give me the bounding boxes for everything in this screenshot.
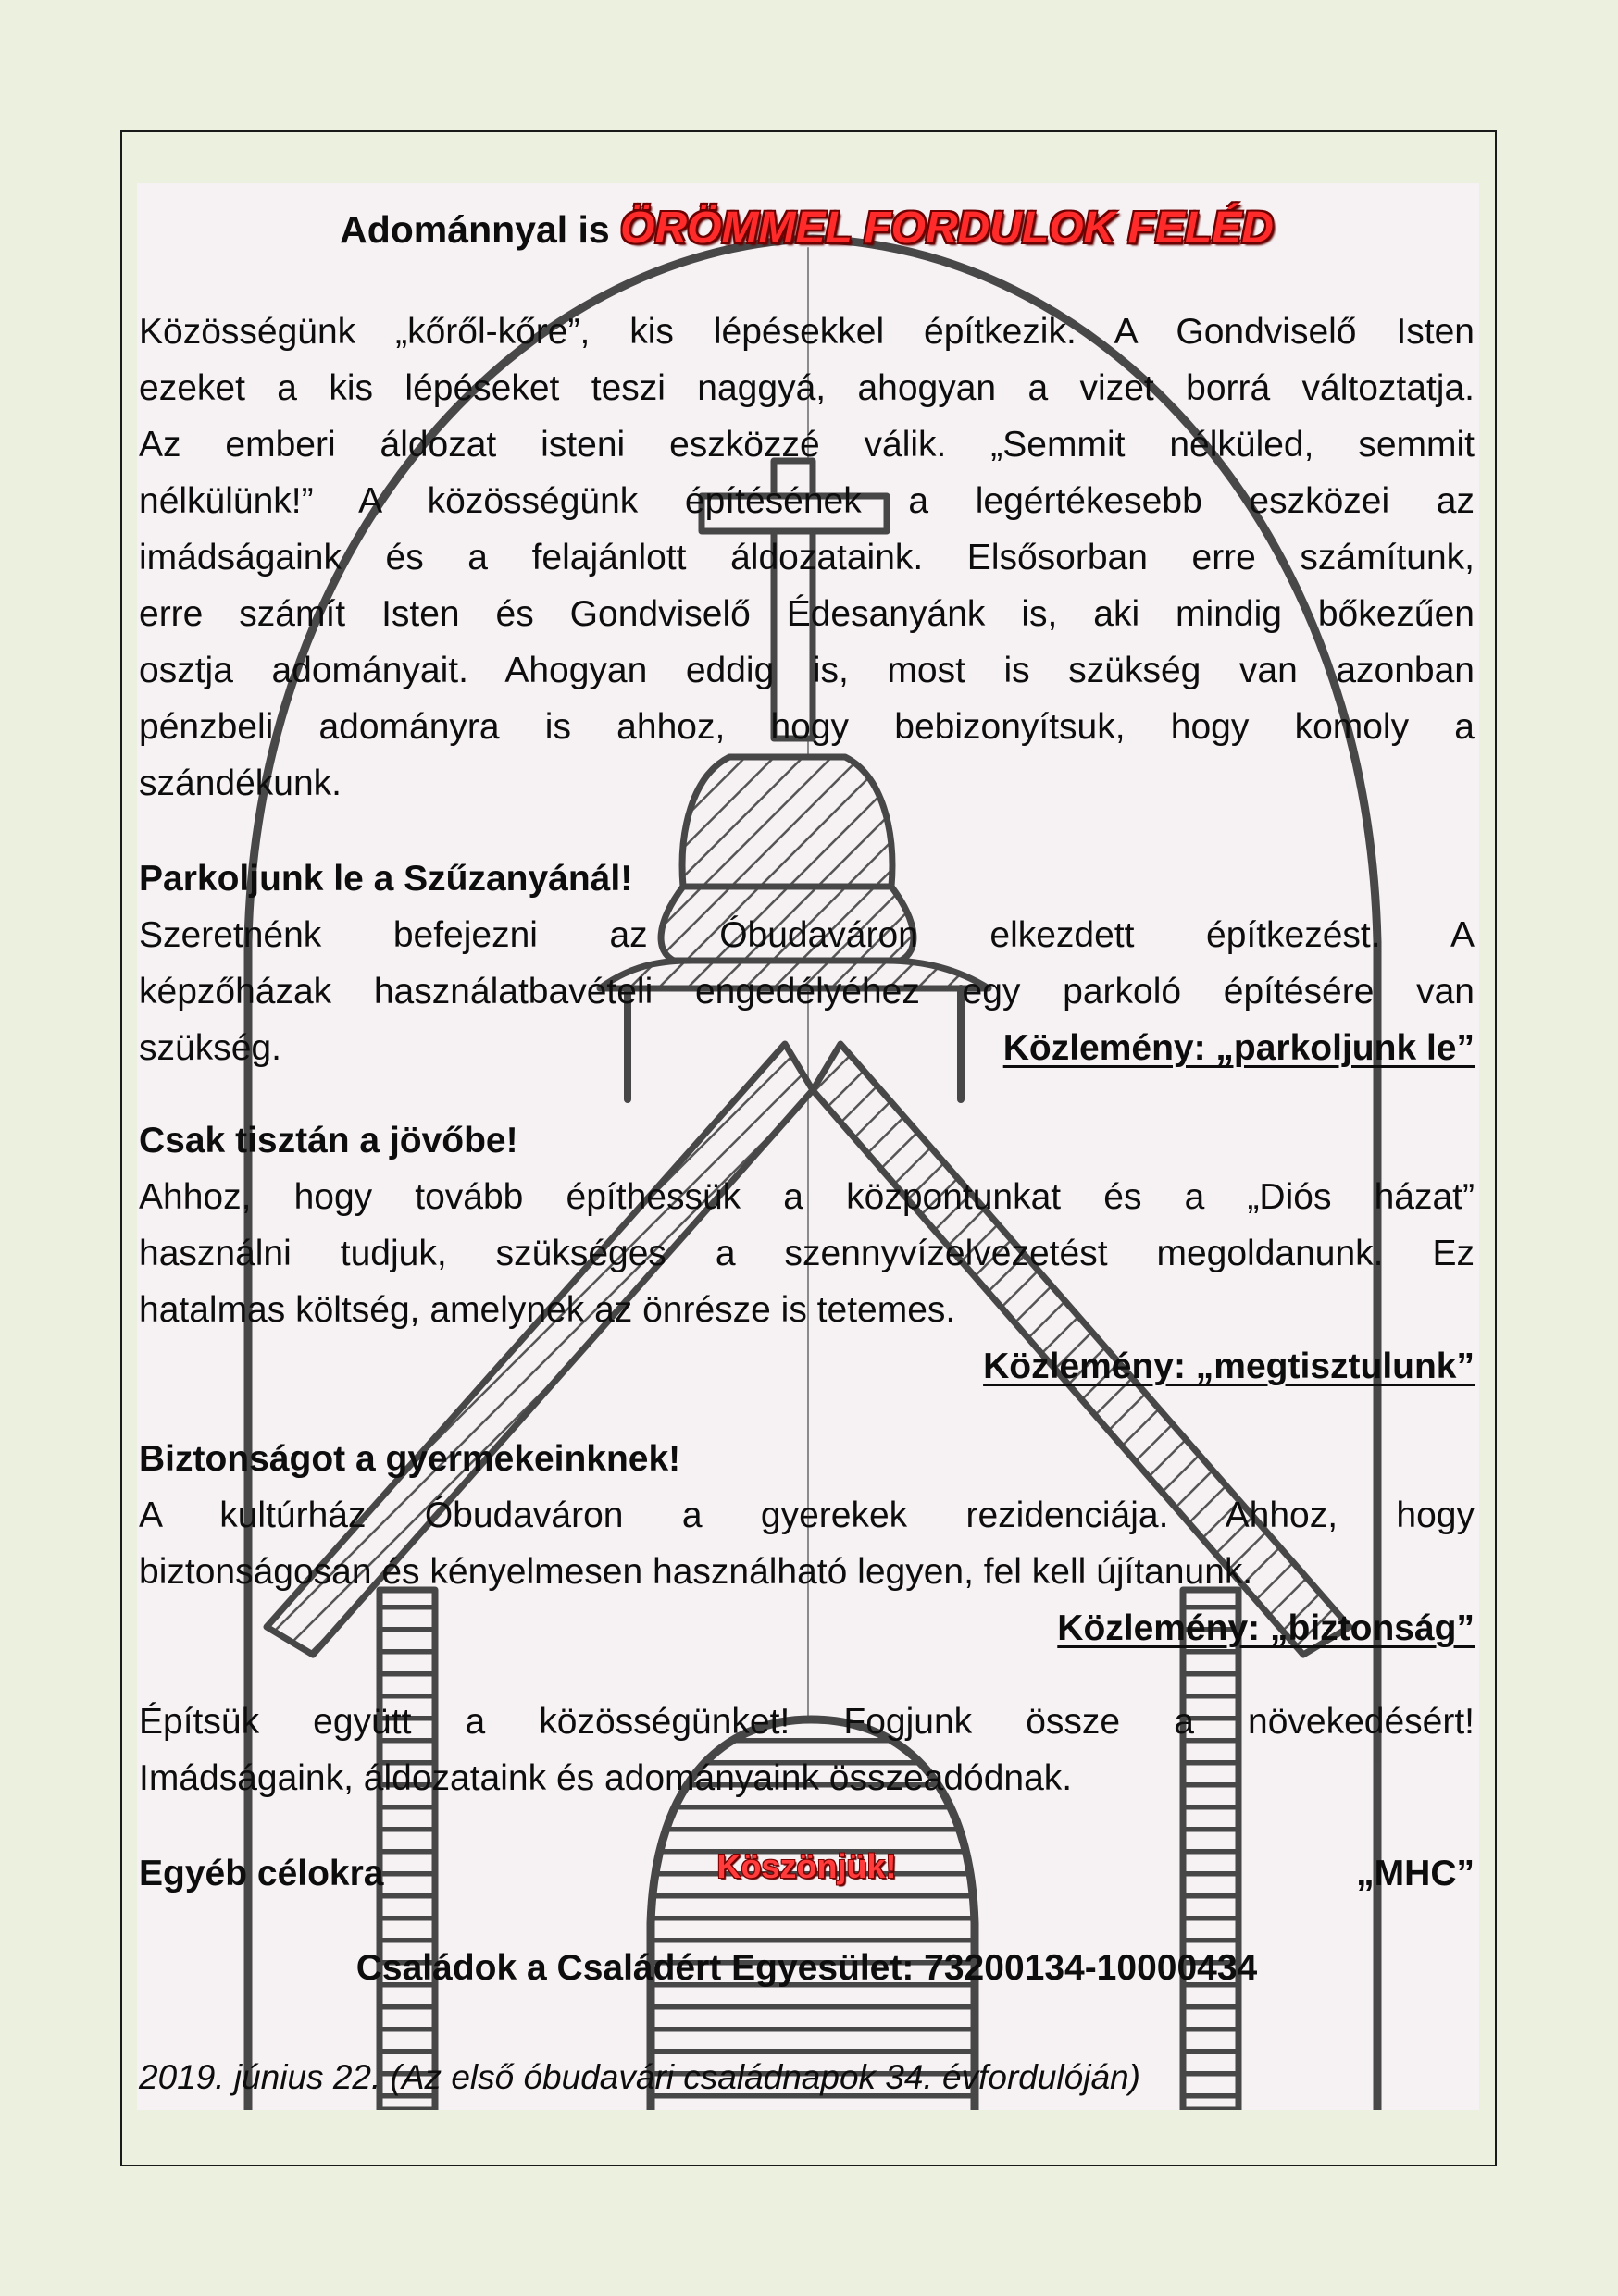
intro-line: Közösségünk „kőről-kőre”, kis lépésekkel építkezik. A Gondviselő Isten [139,312,1475,352]
intro-line: nélkülünk!” A közösségünk építésének a legértékesebb eszközei az [139,481,1475,521]
section-line: biztonságosan és kényelmesen használható legyen, fel kell újítanunk. [139,1552,1253,1592]
thanks-text: Köszönjük! [716,1847,897,1885]
section-line: A kultúrház Óbudaváron a gyerekek rezidenciája. Ahhoz, hogy [139,1496,1475,1535]
intro-line: Az emberi áldozat isteni eszközzé válik. „Semmit nélküled, semmit [139,425,1475,465]
section-heading-sewage: Csak tisztán a jövőbe! [139,1121,518,1160]
closing-line: Imádságaink, áldozataink és adományaink összeadódnak. [139,1758,1073,1798]
title-prefix: Adománnyal is [340,208,610,251]
date-line: 2019. június 22. (Az első óbudavári családnapok 34. évfordulóján) [139,2058,1140,2096]
other-purposes-code: „MHC” [1356,1854,1475,1893]
intro-line: erre számít Isten és Gondviselő Édesanyánk is, aki mindig bőkezűen [139,594,1475,634]
section-heading-parking: Parkoljunk le a Szűzanyánál! [139,859,633,899]
bank-account: Családok a Családért Egyesület: 73200134-10000434 [355,1948,1258,1988]
intro-line: szándékunk. [139,763,342,803]
notice-sewage-text: Közlemény: „megtisztulunk” [983,1347,1475,1386]
section-line: Ahhoz, hogy tovább építhessük a központunkat és a „Diós házat” [139,1177,1475,1217]
section-line: hatalmas költség, amelynek az önrésze is tetemes. [139,1290,956,1330]
intro-line: pénzbeli adományra is ahhoz, hogy bebizonyítsuk, hogy komoly a [139,707,1475,747]
intro-line: ezeket a kis lépéseket teszi naggyá, ahogyan a vizet borrá változtatja. [139,368,1475,408]
notice-safety-text: Közlemény: „biztonság” [1057,1608,1475,1648]
title [139,201,1475,256]
intro-line: imádságaink és a felajánlott áldozataink. Elsősorban erre számítunk, [139,538,1475,577]
closing-line: Építsük együtt a közösségünket! Fogjunk össze a növekedésért! [139,1702,1475,1742]
section-line: Szeretnénk befejezni az Óbudaváron elkezdett építkezést. A [139,915,1475,955]
title-highlight: ÖRÖMMEL FORDULOK FELÉD [620,204,1274,253]
section-line: szükség. [139,1028,281,1068]
intro-line: osztja adományait. Ahogyan eddig is, most is szükség van azonban [139,651,1475,690]
section-line: használni tudjuk, szükséges a szennyvízelvezetést megoldanunk. Ez [139,1234,1475,1273]
section-line: képzőházak használatbavételi engedélyéhez egy parkoló építésére van [139,972,1475,1011]
notice-safety [139,1602,1475,1656]
notice-sewage [139,1340,1475,1394]
document-text [139,0,1475,2296]
notice-parking [139,1022,1475,1075]
notice-parking-text: Közlemény: „parkoljunk le” [1002,1028,1475,1068]
section-heading-safety: Biztonságot a gyermekeinknek! [139,1439,681,1479]
other-purposes-label: Egyéb célokra [139,1854,384,1893]
